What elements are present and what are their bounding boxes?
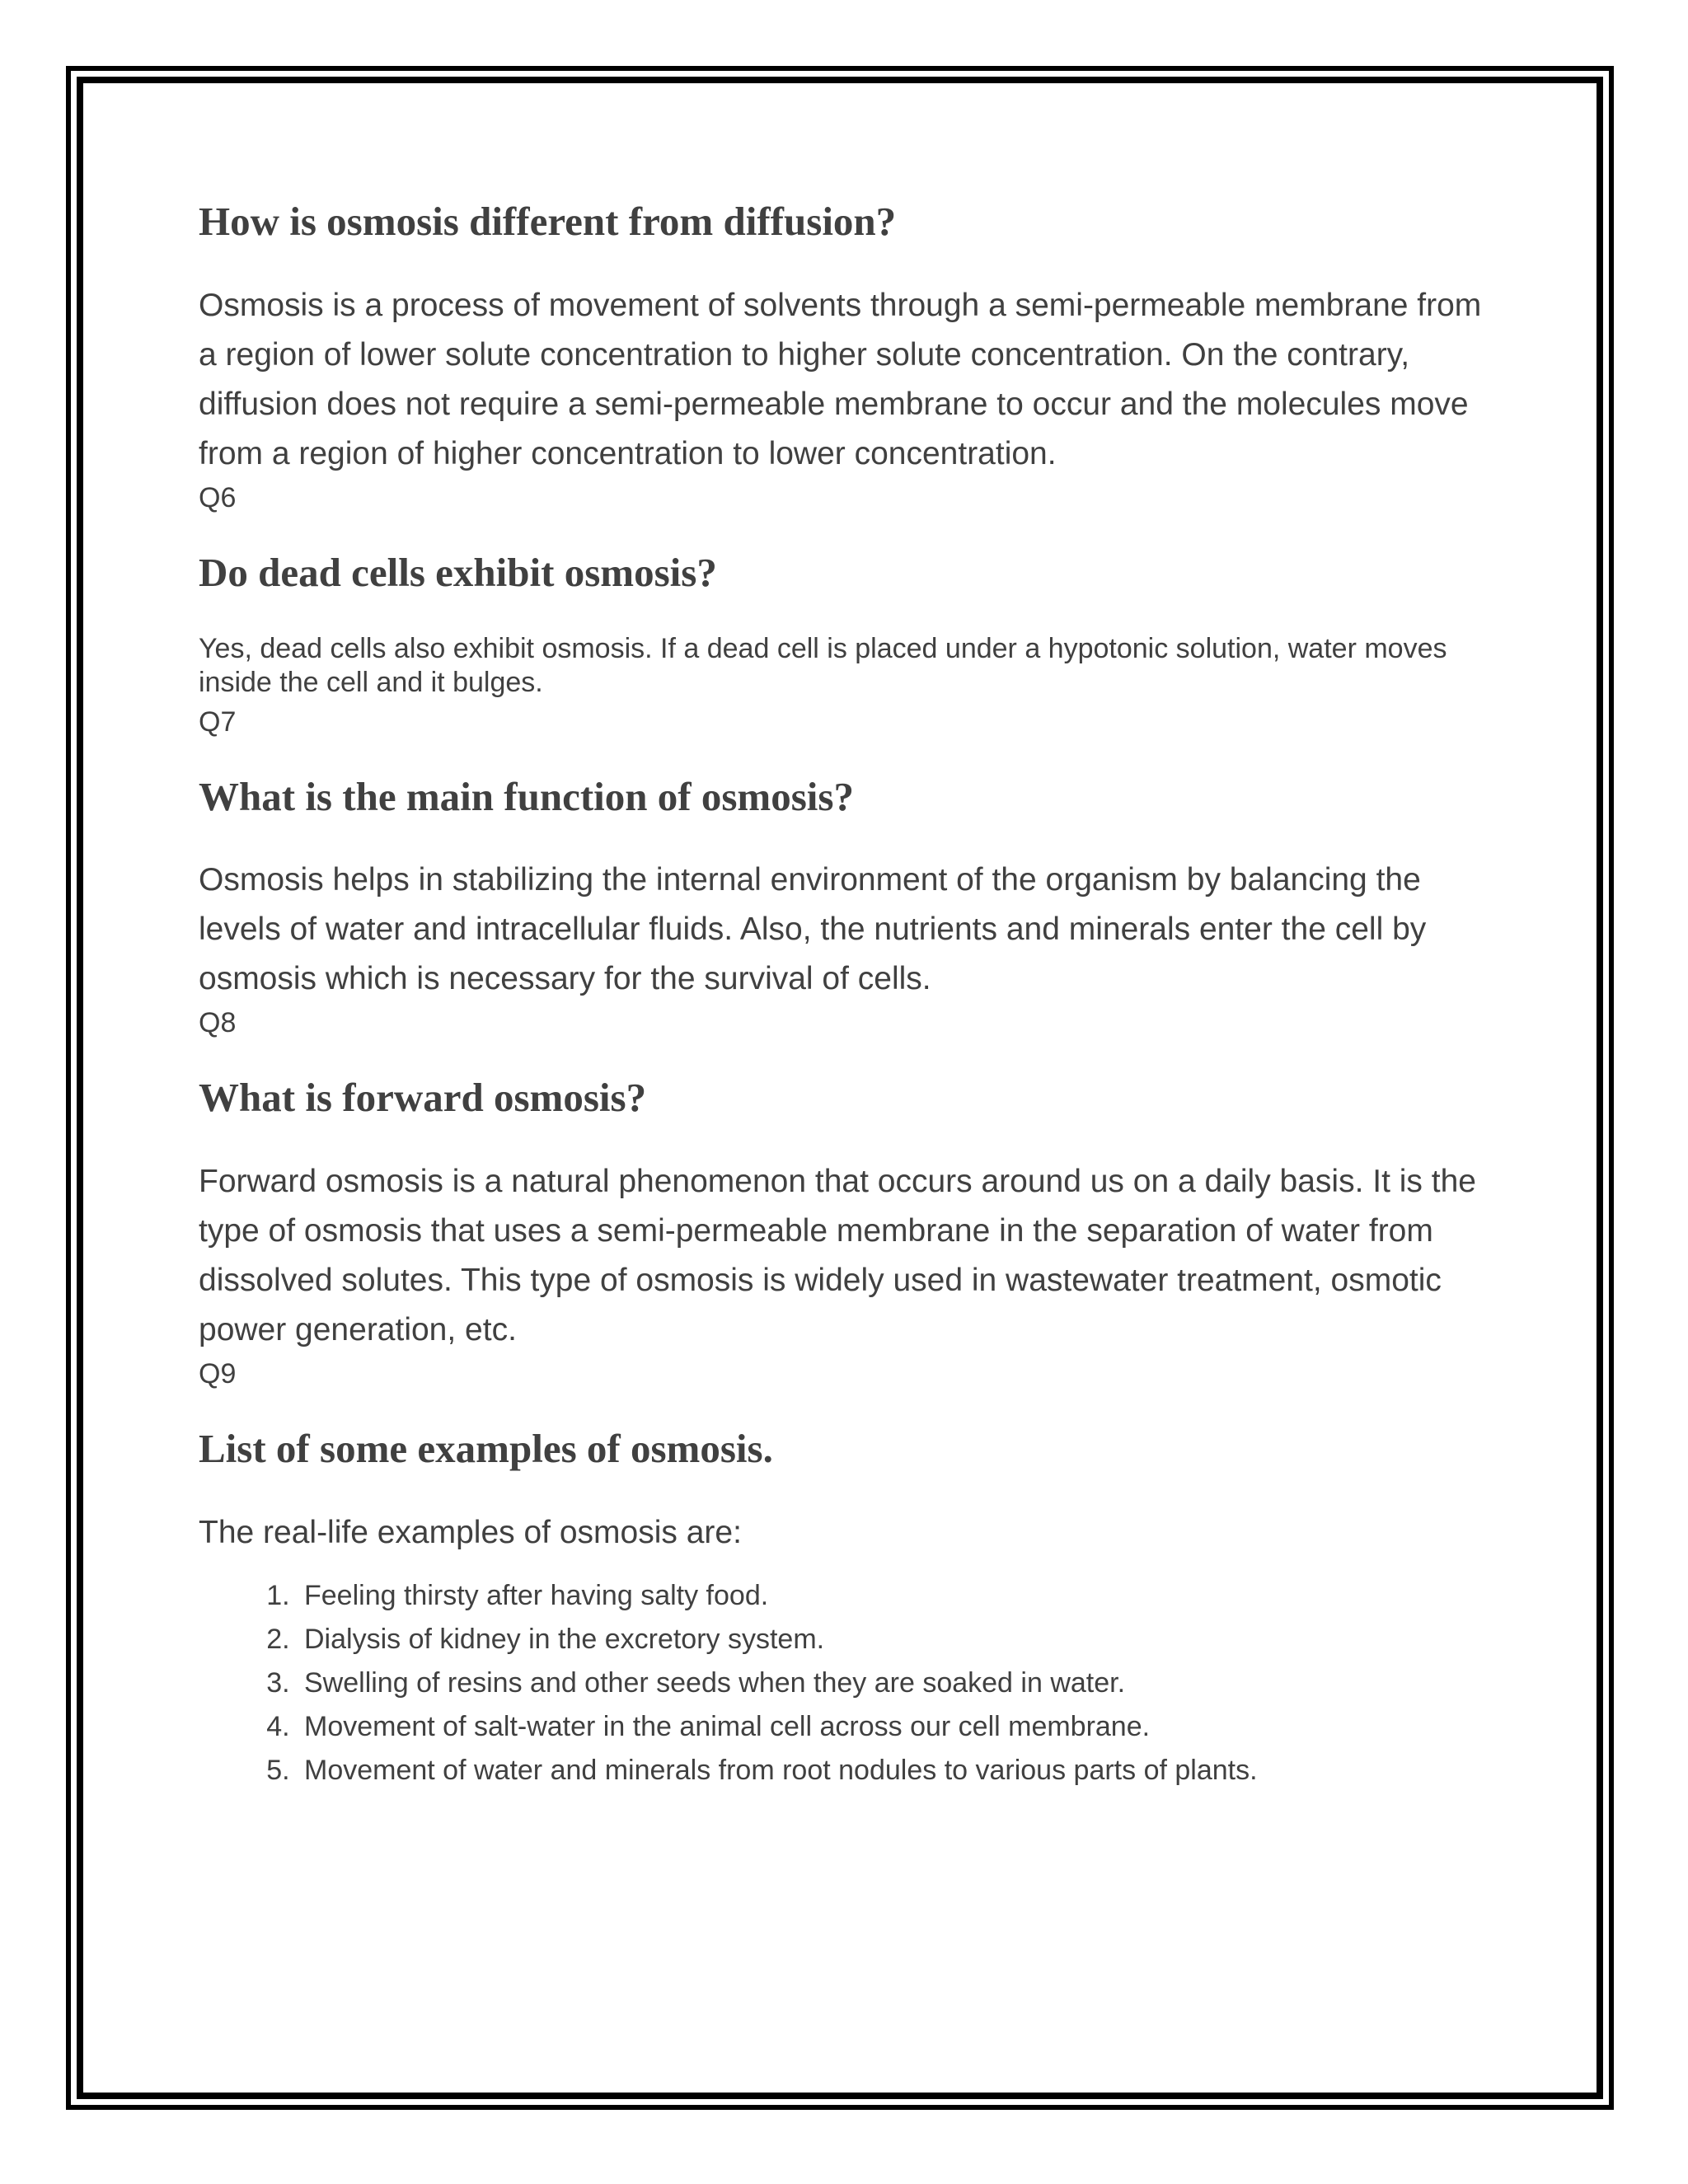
document-content	[199, 198, 1484, 1793]
section-heading: List of some examples of osmosis.	[199, 1426, 773, 1472]
section-heading: Do dead cells exhibit osmosis?	[199, 549, 717, 595]
list-item: 4. Movement of salt-water in the animal cell across our cell membrane.	[298, 1705, 1484, 1749]
question-label: Q8	[199, 1007, 237, 1039]
question-label: Q7	[199, 705, 237, 738]
section-heading: How is osmosis different from diffusion?	[199, 199, 897, 244]
section-heading: What is forward osmosis?	[199, 1075, 647, 1121]
question-label: Q6	[199, 481, 237, 513]
list-item: 5. Movement of water and minerals from root nodules to various parts of plants.	[298, 1749, 1484, 1793]
examples-list	[199, 1574, 1484, 1793]
section-body: Yes, dead cells also exhibit osmosis. If a dead cell is placed under a hypotonic solution, water moves inside the cell and it bulges.	[199, 632, 1447, 698]
list-item: 3. Swelling of resins and other seeds when they are soaked in water.	[298, 1661, 1484, 1705]
list-item: 1. Feeling thirsty after having salty food.	[298, 1574, 1484, 1618]
list-item: 2. Dialysis of kidney in the excretory system.	[298, 1618, 1484, 1661]
section-body: Osmosis helps in stabilizing the internal environment of the organism by balancing the levels of water and intracellular fluids. Also, the nutrients and minerals enter the cell by osmosis which is necessary for the survival of cells.	[199, 862, 1427, 997]
question-label: Q9	[199, 1358, 237, 1390]
section-body: Osmosis is a process of movement of solvents through a semi-permeable membrane from a region of lower solute concentration to higher solute concentration. On the contrary, diffusion does not require a semi-permeable membrane to occur and the molecules move from a region of higher concentration to lower concentration.	[199, 287, 1482, 471]
section-heading: What is the main function of osmosis?	[199, 773, 854, 819]
section-body: Forward osmosis is a natural phenomenon that occurs around us on a daily basis. It is the type of osmosis that uses a semi-permeable membrane in the separation of water from dissolved solutes. This type of osmosis is widely used in wastewater treatment, osmotic power generation, etc.	[199, 1164, 1476, 1348]
section-body: The real-life examples of osmosis are:	[199, 1514, 742, 1550]
